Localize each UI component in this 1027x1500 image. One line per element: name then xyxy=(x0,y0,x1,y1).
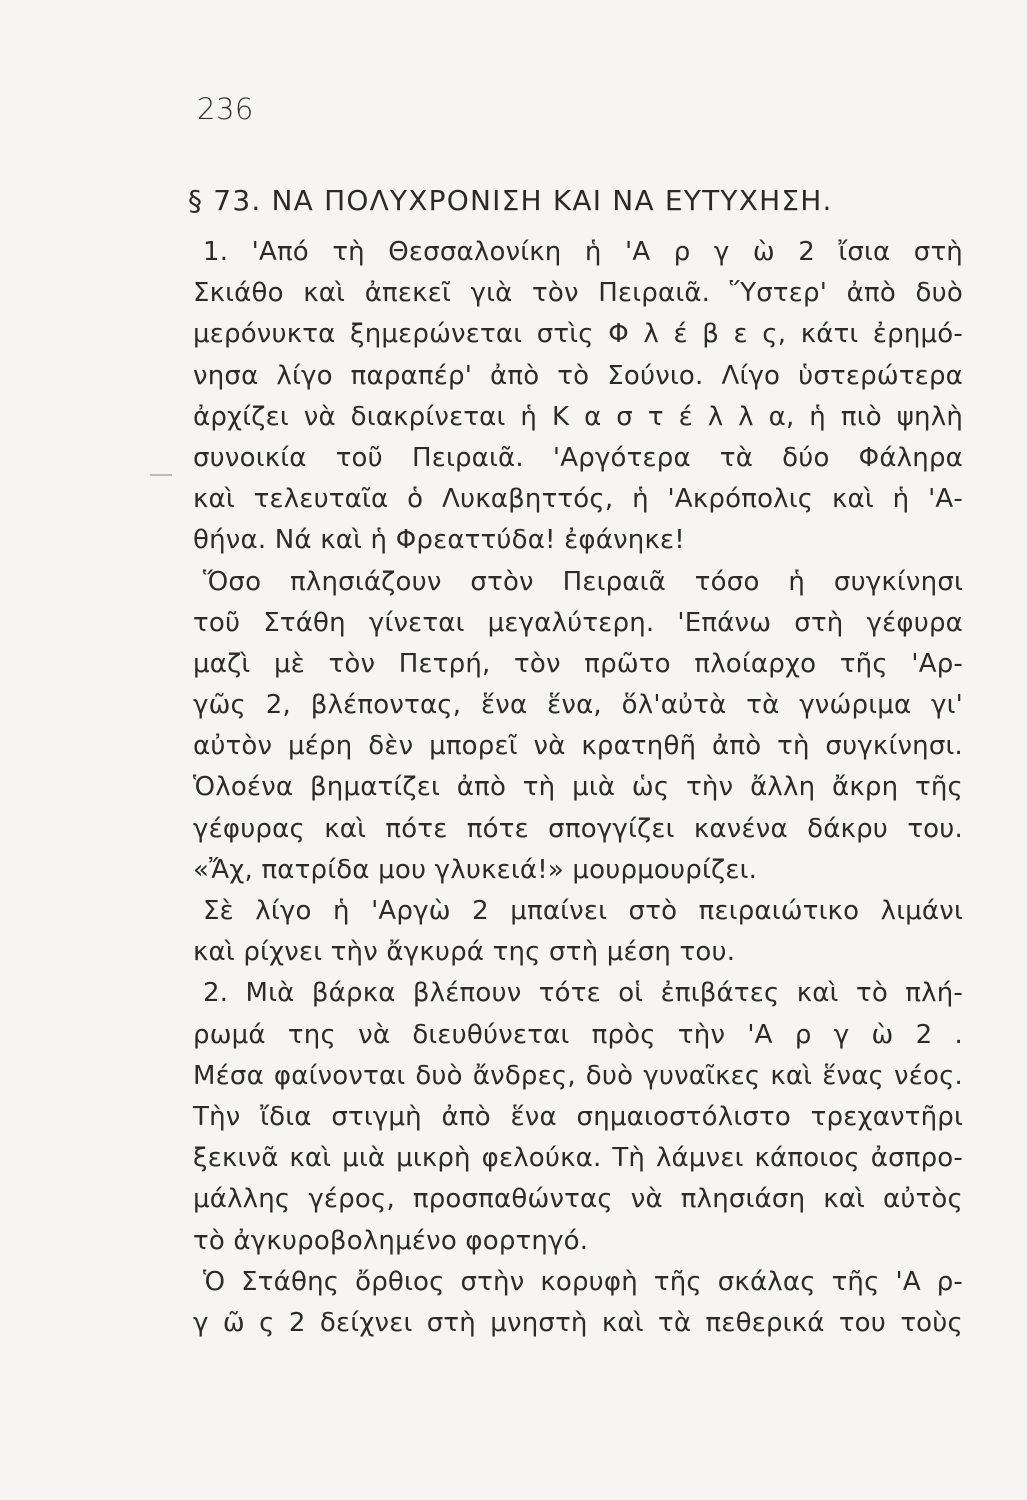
text-line: Σὲ λίγο ἡ 'Αργὼ 2 μπαίνει στὸ πειραιώτικο λιμάνι xyxy=(203,896,963,926)
text-line: ρωμά της νὰ διευθύνεται πρὸς τὴν 'Α ρ γ ὼ 2 . xyxy=(193,1019,963,1050)
text-line: ἀρχίζει νὰ διακρίνεται ἡ Κ α σ τ έ λ λ α, ἡ πιὸ ψηλὴ xyxy=(193,401,963,432)
text-line: αὐτὸν μέρη δὲν μπορεῖ νὰ κρατηθῆ ἀπὸ τὴ συγκίνησι. xyxy=(193,731,963,762)
text-line: Τὴν ἴδια στιγμὴ ἀπὸ ἕνα σημαιοστόλιστο τρεχαντῆρι xyxy=(193,1101,963,1132)
text-line: τοῦ Στάθη γίνεται μεγαλύτερη. 'Επάνω στὴ γέφυρα xyxy=(193,607,963,638)
text-line: μερόνυκτα ξημερώνεται στὶς Φ λ έ β ε ς, κάτι ἐρημό- xyxy=(193,319,963,350)
text-line: συνοικία τοῦ Πειραιᾶ. 'Αργότερα τὰ δύο Φάληρα xyxy=(193,442,963,473)
text-line: ξεκινᾶ καὶ μιὰ μικρὴ φελούκα. Τὴ λάμνει κάποιος ἀσπρο- xyxy=(193,1143,963,1174)
text-line: Ὁλοένα βηματίζει ἀπὸ τὴ μιὰ ὡς τὴν ἄλλη ἄκρη τῆς xyxy=(193,772,963,803)
text-line: 2. Μιὰ βάρκα βλέπουν τότε οἱ ἐπιβάτες καὶ τὸ πλή- xyxy=(203,978,963,1009)
text-line: γῶς 2, βλέποντας, ἕνα ἕνα, ὅλ'αὐτὰ τὰ γνώριμα γι' xyxy=(193,690,963,721)
text-line: Ὁ Στάθης ὄρθιος στὴν κορυφὴ τῆς σκάλας τῆς 'Α ρ- xyxy=(203,1266,963,1297)
text-line: γ ῶ ς 2 δείχνει στὴ μνηστὴ καὶ τὰ πεθερικά του τοὺς xyxy=(193,1307,963,1338)
page-number: 236 xyxy=(197,92,254,126)
text-line: καὶ τελευταῖα ὁ Λυκαβηττός, ἡ 'Ακρόπολις καὶ ἡ 'Α- xyxy=(193,484,963,515)
section-heading: § 73. ΝΑ ΠΟΛΥΧΡΟΝΙΣΗ ΚΑΙ ΝΑ ΕΥΤΥΧΗΣΗ. xyxy=(188,184,833,217)
text-line: 1. 'Από τὴ Θεσσαλονίκη ἡ 'Α ρ γ ὼ 2 ἴσια στὴ xyxy=(203,237,963,267)
text-line: γέφυρας καὶ πότε πότε σπογγίζει κανένα δάκρυ του. xyxy=(193,813,963,844)
text-line: Ὅσο πλησιάζουν στὸν Πειραιᾶ τόσο ἡ συγκίνησι xyxy=(203,566,963,597)
text-line: νησα λίγο παραπέρ' ἀπὸ τὸ Σούνιο. Λίγο ὑστερώτερα xyxy=(193,360,963,391)
text-line: «Ἄχ, πατρίδα μου γλυκειά!» μουρμουρίζει. xyxy=(193,854,758,885)
body-text xyxy=(193,232,963,1344)
text-line: μαζὶ μὲ τὸν Πετρή, τὸν πρῶτο πλοίαρχο τῆς 'Αρ- xyxy=(193,648,963,679)
text-line: τὸ ἀγκυροβολημένο φορτηγό. xyxy=(193,1225,589,1256)
text-line: καὶ ρίχνει τὴν ἄγκυρά της στὴ μέση του. xyxy=(193,937,736,968)
text-line: Σκιάθο καὶ ἀπεκεῖ γιὰ τὸν Πειραιᾶ. Ὕστερ' ἀπὸ δυὸ xyxy=(193,278,963,309)
text-line: Μέσα φαίνονται δυὸ ἄνδρες, δυὸ γυναῖκες καὶ ἕνας νέος. xyxy=(193,1060,963,1091)
text-line: θήνα. Νά καὶ ἡ Φρεαττύδα! ἐφάνηκε! xyxy=(193,525,685,556)
text-line: μάλλης γέρος, προσπαθώντας νὰ πλησιάση καὶ αὐτὸς xyxy=(193,1184,963,1215)
margin-mark xyxy=(150,474,172,476)
